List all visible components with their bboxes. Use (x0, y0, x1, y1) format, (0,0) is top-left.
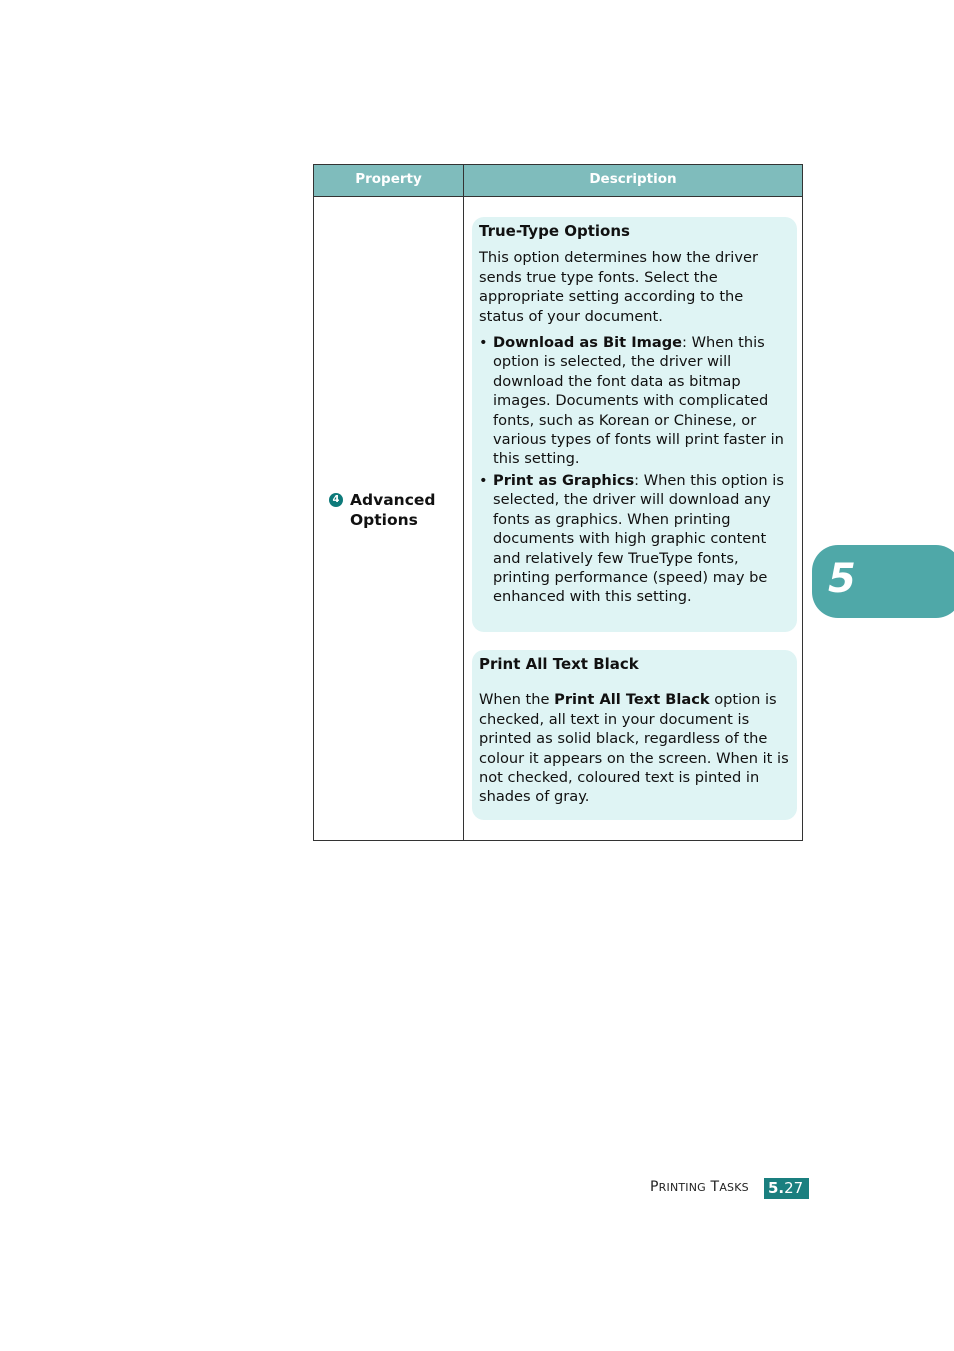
option-description: : When this option is selected, the driver will download any fonts as graphics. When printing documents with high graphic content and relatively few TrueType fonts, printing performance (speed) may be enhanced with this setting. (493, 471, 784, 606)
print-all-text-black-description (479, 690, 791, 806)
page-number: 27 (784, 1179, 804, 1197)
property-label-line1: Advanced (350, 491, 436, 509)
properties-table (313, 164, 803, 841)
footer-rest-1: RINTING (658, 1181, 706, 1194)
truetype-options-title: True-Type Options (479, 222, 630, 240)
header-description: Description (464, 165, 803, 197)
page-number-badge (764, 1178, 809, 1199)
bullet-icon: • (479, 334, 488, 352)
description-bold-term: Print All Text Black (554, 691, 710, 709)
print-all-text-black-title: Print All Text Black (479, 655, 639, 673)
option-name: Download as Bit Image (493, 334, 683, 352)
truetype-options-intro: This option determines how the driver sends true type fonts. Select the appropriate setting according to the status of your document. (479, 249, 758, 325)
list-item-print-as-graphics (479, 471, 791, 607)
description-text-after: option is checked, all text in your document is printed as solid black, regardless of the colour it appears on the screen. When it is not checked, coloured text is pinted in shades of gray. (479, 691, 789, 806)
header-property: Property (314, 165, 464, 197)
table-row (314, 197, 803, 841)
table-header-row (314, 165, 803, 197)
property-label-group (329, 490, 450, 530)
option-description: : When this option is selected, the driver will download the font data as bitmap images. Documents with complicated fonts, such as Korean or Chinese, or various types of fonts will print faster in this setting. (493, 334, 784, 468)
footer-rest-2: ASKS (719, 1181, 749, 1194)
step-number-badge: 4 (329, 493, 343, 507)
bullet-icon: • (479, 471, 488, 489)
property-label-line2: Options (350, 511, 418, 529)
list-item-download-bit-image (479, 333, 791, 469)
print-all-text-black-box (472, 650, 797, 820)
page-chapter: 5. (768, 1179, 785, 1197)
footer-initial-1: P (650, 1179, 659, 1195)
property-label (350, 490, 450, 530)
truetype-options-list (479, 333, 791, 607)
footer-initial-2: T (710, 1179, 720, 1195)
truetype-options-box (472, 217, 797, 632)
chapter-tab-number: 5 (828, 556, 856, 602)
description-text-before: When the (479, 691, 555, 709)
option-name: Print as Graphics (493, 471, 635, 489)
footer-section-title (650, 1179, 749, 1195)
description-cell (464, 197, 803, 841)
property-cell (314, 197, 464, 841)
